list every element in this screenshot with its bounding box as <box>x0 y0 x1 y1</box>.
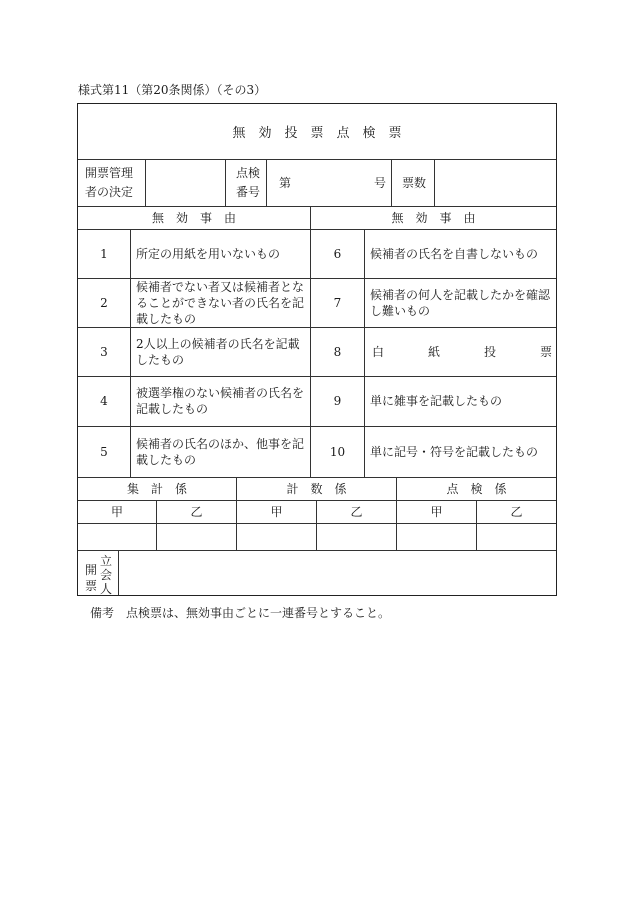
staff-sub-label: 乙 <box>510 505 523 519</box>
decision-label-line2: 者の決定 <box>85 185 134 199</box>
check-number-label-line2: 番号 <box>236 185 261 199</box>
signature-field-tally-b[interactable] <box>157 524 236 550</box>
rule <box>78 206 556 207</box>
rule <box>78 477 556 478</box>
rule <box>364 229 365 477</box>
reason-number: 9 <box>333 394 342 408</box>
staff-group-label: 計 数 係 <box>286 482 347 496</box>
rule <box>391 159 392 206</box>
reason-text: 候補者の何人を記載したかを確認し難いもの <box>370 287 551 318</box>
remarks-label: 備考 <box>90 606 115 620</box>
remarks-text: 点検票は、無効事由ごとに一連番号とすること。 <box>126 606 391 620</box>
signature-field-check-b[interactable] <box>477 524 556 550</box>
count-label: 票数 <box>402 176 427 190</box>
staff-sub-label: 乙 <box>190 505 203 519</box>
reason-number: 5 <box>100 444 108 459</box>
reason-number: 7 <box>333 295 342 310</box>
decision-label-line1: 開票管理 <box>85 166 134 180</box>
rule <box>225 159 226 206</box>
staff-sub-label: 甲 <box>430 505 443 519</box>
reason-number: 2 <box>100 295 108 310</box>
reason-header-left: 無 効 事 由 <box>151 211 236 225</box>
witness-label-col1: 開 票 <box>85 563 98 593</box>
check-number-field[interactable] <box>293 160 373 206</box>
reason-text: 2人以上の候補者の氏名を記載したもの <box>136 336 300 367</box>
signature-field-check-a[interactable] <box>397 524 476 550</box>
staff-sub-label: 乙 <box>350 505 363 519</box>
reason-number: 4 <box>100 394 108 408</box>
form-title: 無 効 投 票 点 検 票 <box>232 126 402 141</box>
staff-sub-label: 甲 <box>270 505 283 519</box>
staff-group-label: 点 検 係 <box>446 482 507 496</box>
decision-field[interactable] <box>146 160 225 206</box>
staff-sub-label: 甲 <box>110 505 123 519</box>
signature-field-count-b[interactable] <box>317 524 396 550</box>
reason-number: 3 <box>100 344 108 359</box>
reason-text: 被選挙権のない候補者の氏名を記載したもの <box>136 386 305 416</box>
reason-number: 10 <box>329 444 346 459</box>
staff-group-label: 集 計 係 <box>126 482 187 496</box>
reason-number: 6 <box>333 246 342 261</box>
signature-field-tally-a[interactable] <box>78 524 156 550</box>
reason-number: 8 <box>333 344 342 359</box>
invalid-vote-check-form <box>77 103 557 596</box>
dai-label: 第 <box>279 176 292 190</box>
reason-text: 単に雑事を記載したもの <box>370 394 503 408</box>
check-number-label-line1: 点検 <box>236 166 261 180</box>
rule <box>130 229 131 477</box>
go-label: 号 <box>374 176 387 190</box>
rule <box>266 159 267 206</box>
reason-number: 1 <box>100 246 108 261</box>
reason-text: 候補者の氏名のほか、他事を記載したもの <box>136 436 305 467</box>
witness-field[interactable] <box>119 551 556 595</box>
reason-header-right: 無 効 事 由 <box>391 211 476 225</box>
form-number: 様式第11（第20条関係）（その3） <box>78 83 267 97</box>
signature-field-count-a[interactable] <box>237 524 316 550</box>
reason-text: 所定の用紙を用いないもの <box>136 246 281 261</box>
reason-text: 単に記号・符号を記載したもの <box>370 444 539 459</box>
reason-text: 候補者の氏名を自書しないもの <box>370 246 539 261</box>
reason-text-blank-ballot: 白 紙 投 票 <box>372 344 552 359</box>
rule <box>78 500 556 501</box>
count-field[interactable] <box>435 160 556 206</box>
reason-text: 候補者でない者又は候補者となることができない者の氏名を記載したもの <box>136 279 305 326</box>
remarks <box>90 604 390 621</box>
witness-label-col2: 立 会 人 <box>100 554 113 596</box>
